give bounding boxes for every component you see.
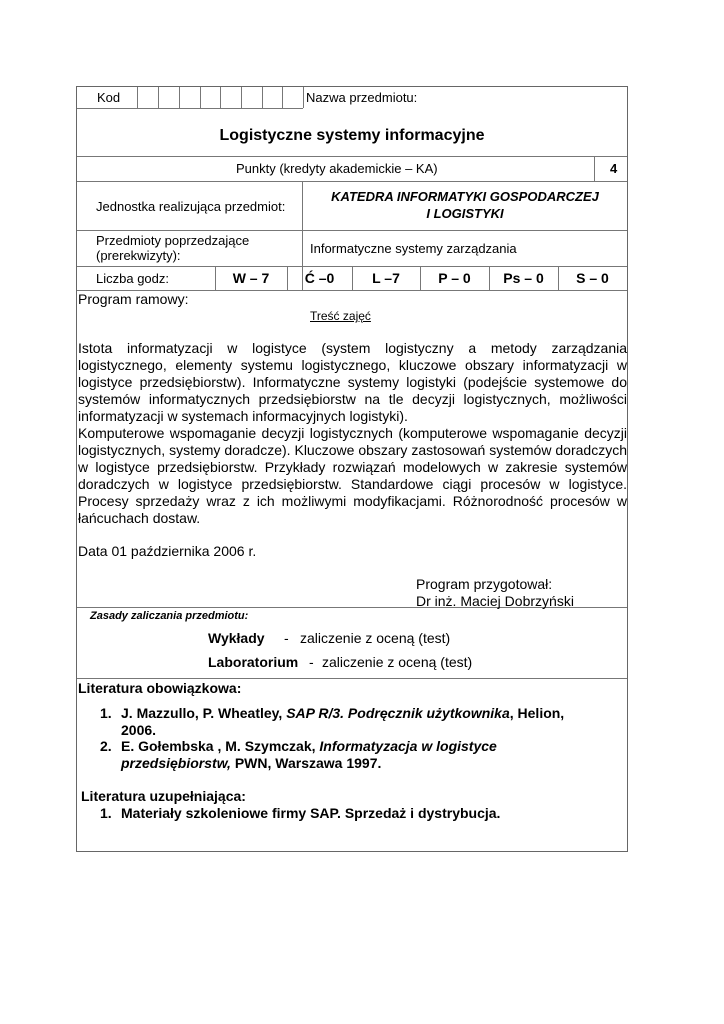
program-date: Data 01 października 2006 r. [78,543,257,559]
kod-box-divider [241,87,242,108]
divider [77,156,627,157]
punkty-value: 4 [610,161,618,176]
literatura-uzupelniajaca-label: Literatura uzupełniająca: [81,788,246,804]
kod-box-divider [262,87,263,108]
lit-title: Informatyzacja w logistyce [319,738,497,754]
divider [77,230,627,231]
kod-box-divider [200,87,201,108]
hours-w: W – 7 [232,270,270,286]
lit-item-number: 1. [100,705,112,721]
program-label: Program ramowy: [78,291,189,307]
divider [594,156,595,181]
prepared-label: Program przygotował: [416,576,553,592]
divider [77,181,627,182]
hours-s: S – 0 [576,270,609,286]
lit-item-2 [121,738,591,772]
program-heading: Treść zajęć [310,309,371,323]
kod-box-divider [220,87,221,108]
lit-title: SAP R/3. Podręcznik użytkownika [286,705,510,721]
lit-item-number: 2. [100,738,112,754]
program-paragraph-1: Istota informatyzacji w logistyce (system logistyczny a metody zarządzania logistycznego, elementy systemu logistycznego, kluczowe obszary informatyzacji w logistyce przedsiębiorstw). Informatyczne systemy logistyki (podejście systemowe do systemów informatycznych przedsiębiorstw na tle decyzji logistycznych, możliwości informatyzacji w systemach informacyjnych logistyki). [78,340,627,424]
divider [77,678,627,679]
course-title: Logistyczne systemy informacyjne [219,127,485,144]
literatura-obowiazkowa-label: Literatura obowiązkowa: [78,680,242,696]
zasady-value: zaliczenie z oceną (test) [322,654,473,670]
jednostka-label: Jednostka realizująca przedmiot: [96,199,286,214]
zasady-sep: - [284,630,289,646]
kod-box-divider [158,87,159,108]
poprzedzajace-label-line2: (prerekwizyty): [96,248,181,263]
hours-c: Ć –0 [304,270,335,286]
lit-publisher: PWN, Warszawa 1997. [230,755,382,771]
lit-authors: E. Gołembska , M. Szymczak, [121,738,320,754]
nazwa-label: Nazwa przedmiotu: [306,90,418,105]
jednostka-value-line1: KATEDRA INFORMATYKI GOSPODARCZEJ [331,189,599,204]
kod-box-divider [282,87,283,108]
zasady-label: Zasady zaliczania przedmiotu: [90,610,249,622]
lit-title: przedsiębiorstw, [121,755,231,771]
zasady-sep: - [309,654,314,670]
lit-year: 2006. [121,722,157,738]
prepared-by: Dr inż. Maciej Dobrzyński [416,593,574,609]
jednostka-value-line2: I LOGISTYKI [426,206,504,221]
poprzedzajace-value: Informatyczne systemy zarządzania [310,241,517,256]
program-paragraph-2: Komputerowe wspomaganie decyzji logistycznych (komputerowe wspomaganie decyzji logistycznych, systemy doradcze). Kluczowe obszary zastosowań systemów doradczych w logistyce przedsiębiorstw. Przykłady rozwiązań modelowych w zakresie systemów doradczych w logistyce przedsiębiorstw. Standardowe ciągi procesów w logistyce. Procesy sprzedaży wraz z ich możliwymi modyfikacjami. Różnorodność procesów w łańcuchach dostaw. [78,425,627,526]
zasady-name: Laboratorium [208,654,299,670]
zasady-name: Wykłady [208,630,265,646]
lit-item-1 [121,705,591,739]
kod-box-divider [137,87,138,108]
divider [77,108,303,109]
kod-box-divider [303,87,304,108]
punkty-label: Punkty (kredyty akademickie – KA) [236,161,438,176]
lit-publisher: , Helion, [509,705,565,721]
poprzedzajace-label-line1: Przedmioty poprzedzające [96,233,250,248]
zasady-value: zaliczenie z oceną (test) [300,630,451,646]
lit-extra-item: Materiały szkoleniowe firmy SAP. Sprzedaż i dystrybucja. [121,805,501,821]
kod-label: Kod [97,90,121,105]
godziny-label: Liczba godz: [96,271,169,286]
lit-item-number: 1. [100,805,112,821]
lit-authors: J. Mazzullo, P. Wheatley, [121,705,287,721]
kod-box-divider [179,87,180,108]
hours-l: L –7 [372,270,400,286]
hours-ps: Ps – 0 [503,270,544,286]
hours-p: P – 0 [438,270,471,286]
